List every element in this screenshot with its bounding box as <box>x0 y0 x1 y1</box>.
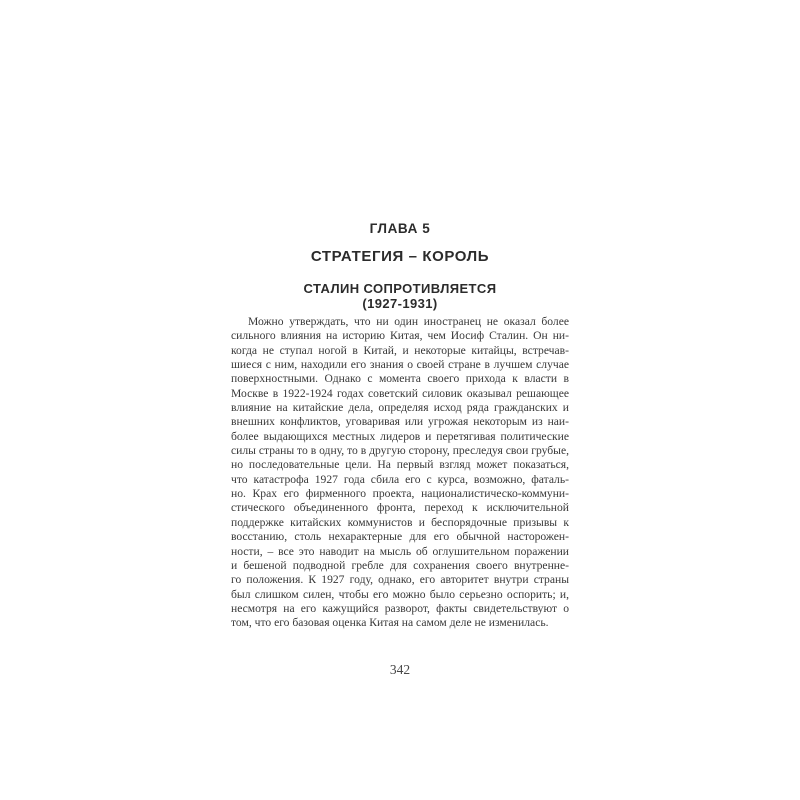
text-line: внешних конфликтов, уговаривая или угрожая некоторым из наи- <box>231 415 569 429</box>
page-number: 342 <box>389 662 411 677</box>
text-line: Москве в 1922-1924 годах советский силовик оказывал решающее <box>231 386 569 400</box>
text-line: когда не ступал ногой в Китай, и некоторые китайцы, встречав- <box>231 343 569 357</box>
text-line: силы страны то в одну, то в другую сторону, преследуя свои грубые, <box>231 444 569 458</box>
text-line: но. Крах его фирменного проекта, националистическо-коммуни- <box>231 487 569 501</box>
text-line: том, что его базовая оценка Китая на самом деле не изменилась. <box>231 616 549 630</box>
section-years: (1927-1931) <box>362 296 438 311</box>
text-line: стического объединенного фронта, переход к исключительной <box>231 501 569 515</box>
text-line: поддержке китайских коммунистов и беспорядочные призывы к <box>231 515 569 529</box>
text-line: что катастрофа 1927 года сбила его с курса, возможно, фаталь- <box>231 472 569 486</box>
text-line: ности, – все это наводит на мысль об оглушительном поражении <box>231 544 569 558</box>
text-line: но последовательные цели. На первый взгляд может показаться, <box>231 458 569 472</box>
text-line: и бешеной подводной гребле для сохранения своего внутренне- <box>231 558 569 572</box>
text-line: более выдающихся местных лидеров и перетягивая политические <box>231 429 569 443</box>
text-line: восстанию, столь нехарактерные для его обычной насторожен- <box>231 530 569 544</box>
paragraph <box>231 315 569 631</box>
text-line: поверхностными. Однако с момента своего прихода к власти в <box>231 372 569 386</box>
text-line: несмотря на его кажущийся разворот, факты свидетельствуют о <box>231 601 569 615</box>
chapter-title: СТРАТЕГИЯ – КОРОЛЬ <box>310 248 490 265</box>
text-line: влияние на китайские дела, определяя исход ряда гражданских и <box>231 401 569 415</box>
chapter-label: ГЛАВА 5 <box>369 221 431 236</box>
text-line: шиеся с ним, находили его знания о своей стране в лучшем случае <box>231 358 569 372</box>
text-line: Можно утверждать, что ни один иностранец не оказал более <box>248 315 569 328</box>
text-line: был слишком силен, чтобы его можно было серьезно оспорить; и, <box>231 587 569 601</box>
section-title: СТАЛИН СОПРОТИВЛЯЕТСЯ <box>303 281 497 296</box>
text-line: сильного влияния на историю Китая, чем Иосиф Сталин. Он ни- <box>231 329 569 343</box>
text-line: го положения. К 1927 году, однако, его авторитет внутри страны <box>231 573 569 587</box>
